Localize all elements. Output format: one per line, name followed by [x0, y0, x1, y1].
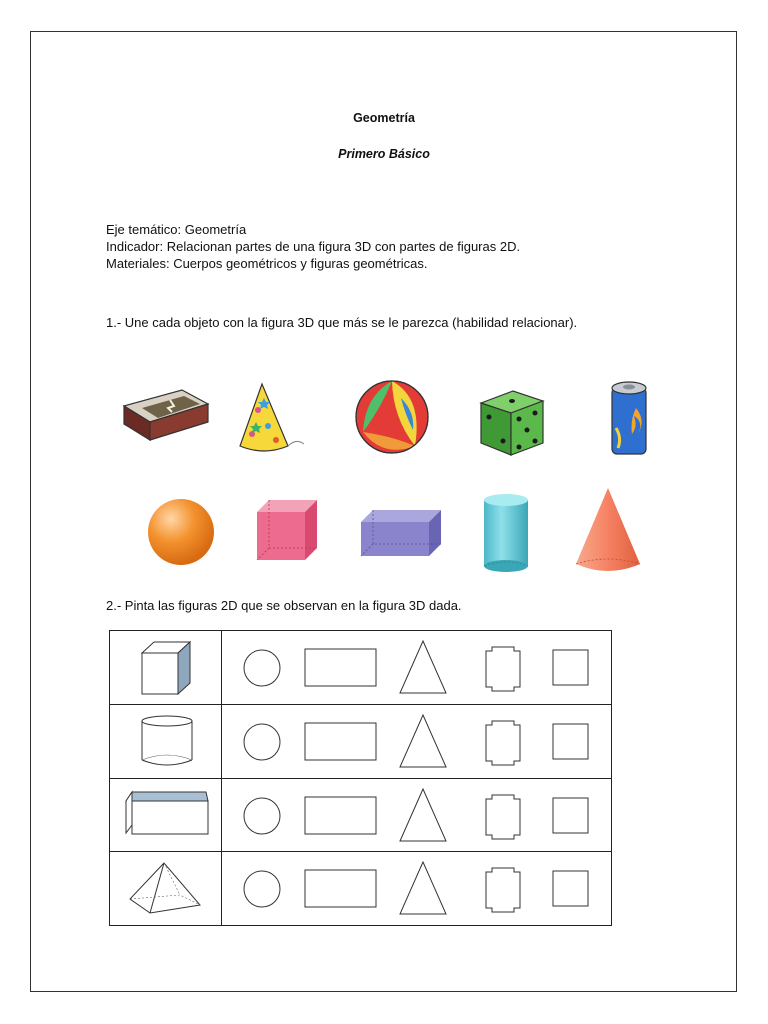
cylinder-icon: [481, 492, 531, 574]
cylinder-outline-icon: [138, 712, 196, 770]
question-1: 1.- Une cada objeto con la figura 3D que más se le parezca (habilidad relacionar).: [106, 315, 578, 330]
cone-icon: [574, 486, 642, 574]
rectangle-icon[interactable]: [305, 797, 376, 834]
triangle-icon[interactable]: [400, 862, 446, 914]
square-icon[interactable]: [553, 871, 588, 906]
indicador: Indicador: Relacionan partes de una figura 3D con partes de figuras 2D.: [106, 239, 521, 254]
cross-icon[interactable]: [486, 647, 520, 691]
rectangle-icon[interactable]: [305, 649, 376, 686]
prism-outline-icon: [122, 789, 212, 839]
triangle-icon[interactable]: [400, 789, 446, 841]
question-2: 2.- Pinta las figuras 2D que se observan en la figura 3D dada.: [106, 598, 462, 613]
circle-icon[interactable]: [244, 724, 280, 760]
cross-icon[interactable]: [486, 795, 520, 839]
eje-tematico: Eje temático: Geometría: [106, 222, 247, 237]
rectangle-icon[interactable]: [305, 870, 376, 907]
square-icon[interactable]: [553, 724, 588, 759]
dice-icon: [475, 385, 547, 459]
pyramid-outline-icon: [126, 859, 206, 919]
soda-can-icon: [606, 378, 652, 460]
triangle-icon[interactable]: [400, 715, 446, 767]
cube-outline-icon: [138, 639, 194, 697]
sphere-icon: [146, 497, 216, 567]
shape-options-row-3: [222, 779, 612, 852]
info-block: [106, 221, 520, 272]
circle-icon[interactable]: [244, 798, 280, 834]
cross-icon[interactable]: [486, 868, 520, 912]
triangle-icon[interactable]: [400, 641, 446, 693]
cube-icon: [253, 498, 319, 562]
shapes-table: [109, 630, 612, 926]
circle-icon[interactable]: [244, 871, 280, 907]
circle-icon[interactable]: [244, 650, 280, 686]
matchbox-icon: [118, 378, 212, 448]
shape-options-row-2: [222, 705, 612, 778]
cross-icon[interactable]: [486, 721, 520, 765]
page-subtitle: Primero Básico: [338, 147, 430, 161]
beach-ball-icon: [353, 378, 431, 456]
shape-options-row-1: [222, 631, 612, 704]
square-icon[interactable]: [553, 650, 588, 685]
materiales: Materiales: Cuerpos geométricos y figuras geométricas.: [106, 256, 428, 271]
rectangular-prism-icon: [359, 508, 443, 560]
rectangle-icon[interactable]: [305, 723, 376, 760]
party-hat-icon: [236, 380, 310, 455]
shape-options-row-4: [222, 852, 612, 925]
page-title: Geometría: [353, 111, 415, 125]
square-icon[interactable]: [553, 798, 588, 833]
